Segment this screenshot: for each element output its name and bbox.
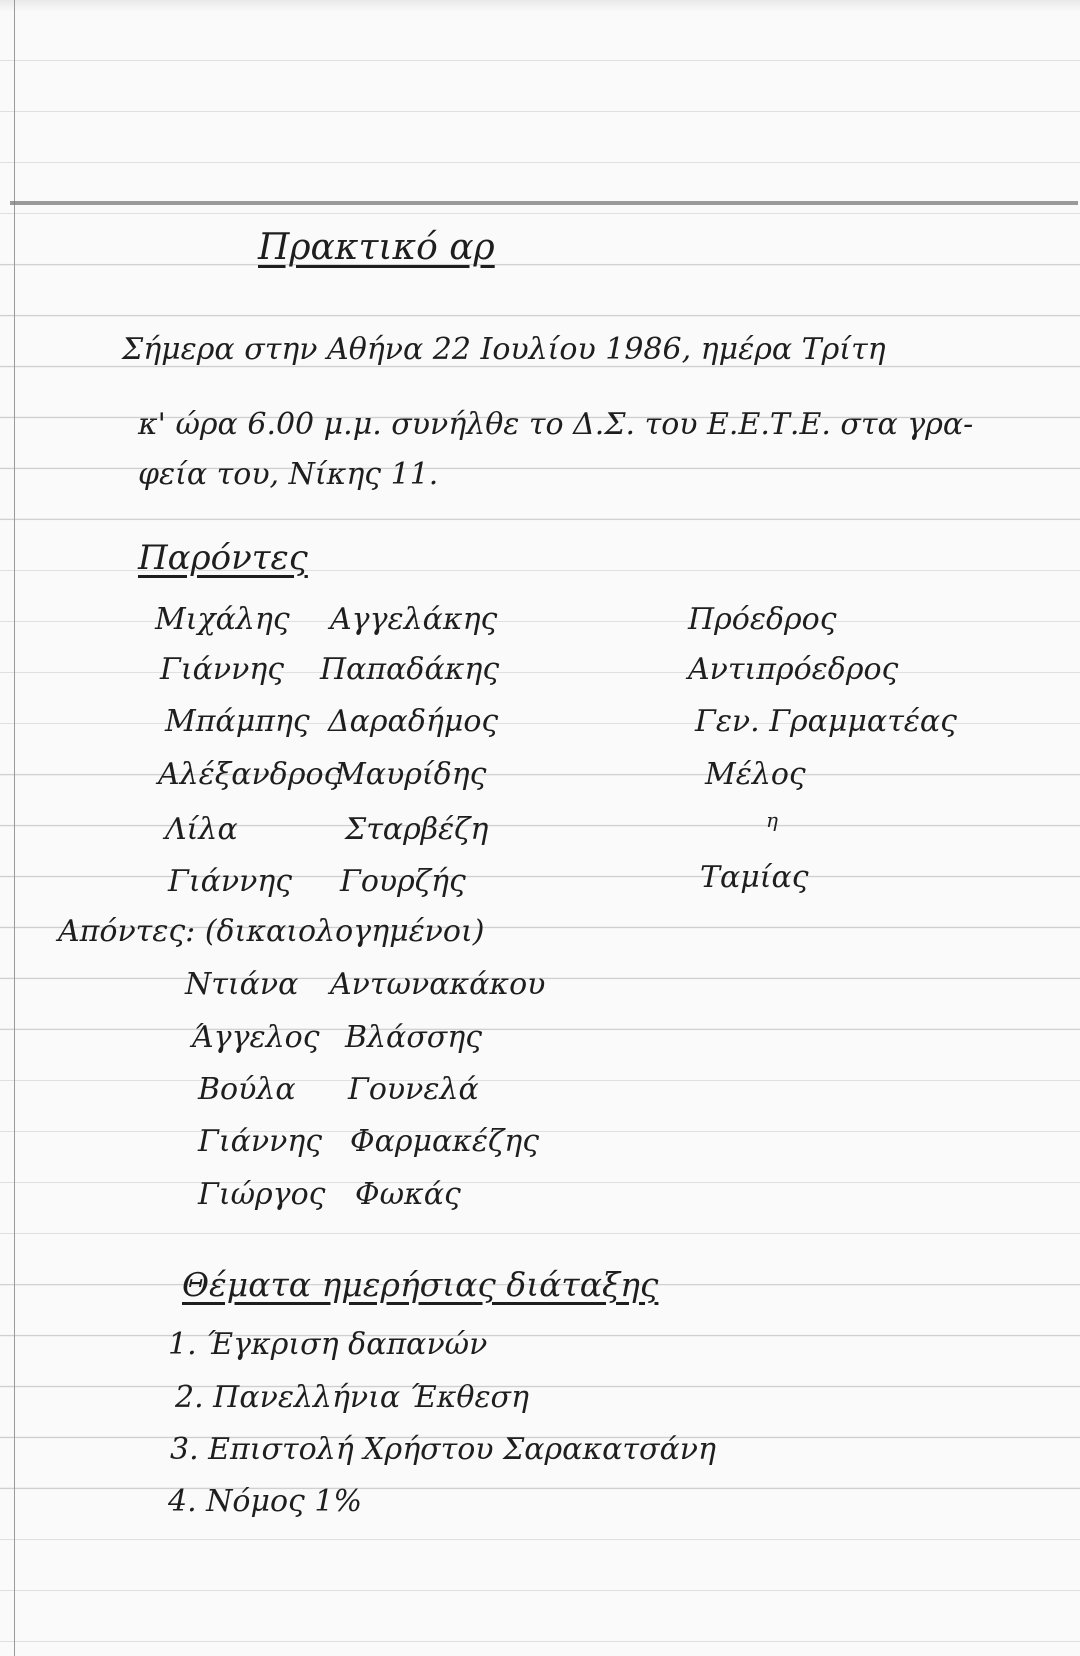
agenda-item: 4. Νόμος 1% (168, 1484, 362, 1519)
present-role: Πρόεδρος (688, 602, 837, 637)
present-first-name: Μπάμπης (165, 704, 310, 739)
present-role: Μέλος (705, 757, 806, 792)
present-first-name: Λίλα (165, 812, 238, 847)
present-last-name: Δαραδήμος (328, 704, 499, 739)
absent-first-name: Γιώργος (198, 1177, 326, 1212)
page-left-edge (14, 0, 15, 1656)
intro-line-1: Σήμερα στην Αθήνα 22 Ιουλίου 1986, ημέρα Τρίτη (122, 332, 886, 367)
absent-heading: Απόντες: (δικαιολογημένοι) (58, 914, 485, 949)
present-first-name: Μιχάλης (155, 602, 290, 637)
absent-first-name: Ντιάνα (185, 967, 299, 1002)
present-last-name: Σταρβέζη (345, 812, 489, 847)
absent-last-name: Βλάσσης (345, 1020, 483, 1055)
agenda-item: 1. Έγκριση δαπανών (168, 1327, 488, 1362)
present-first-name: Γιάννης (160, 652, 285, 687)
absent-first-name: Βούλα (198, 1072, 296, 1107)
absent-first-name: Άγγελος (192, 1020, 320, 1055)
agenda-heading: Θέματα ημερήσιας διάταξης (182, 1265, 659, 1304)
present-first-name: Αλέξανδρος (158, 757, 341, 792)
ditto-mark: η (766, 808, 778, 832)
absent-last-name: Αντωνακάκου (330, 967, 546, 1002)
present-first-name: Γιάννης (168, 864, 293, 899)
present-role: Αντιπρόεδρος (688, 652, 899, 687)
present-heading: Παρόντες (138, 538, 308, 578)
agenda-item: 3. Επιστολή Χρήστου Σαρακατσάνη (170, 1432, 716, 1467)
absent-first-name: Γιάννης (198, 1124, 323, 1159)
page-top-edge (0, 0, 1080, 12)
present-last-name: Μαυρίδης (335, 757, 487, 792)
minutes-title: Πρακτικό αρ (258, 227, 495, 268)
absent-last-name: Φαρμακέζης (350, 1124, 540, 1159)
agenda-item: 2. Πανελλήνια Έκθεση (175, 1380, 529, 1415)
intro-line-3: φεία του, Νίκης 11. (138, 457, 439, 492)
absent-last-name: Φωκάς (355, 1177, 461, 1212)
absent-last-name: Γουνελά (348, 1072, 479, 1107)
present-last-name: Γουρζής (340, 864, 466, 899)
present-last-name: Παπαδάκης (320, 652, 500, 687)
intro-line-2: κ' ώρα 6.00 μ.μ. συνήλθε το Δ.Σ. του Ε.Ε.Τ.Ε. στα γρα- (138, 407, 974, 442)
present-last-name: Αγγελάκης (330, 602, 498, 637)
present-role: Γεν. Γραμματέας (695, 704, 957, 739)
header-rule (10, 201, 1078, 205)
present-role: Ταμίας (700, 860, 809, 895)
